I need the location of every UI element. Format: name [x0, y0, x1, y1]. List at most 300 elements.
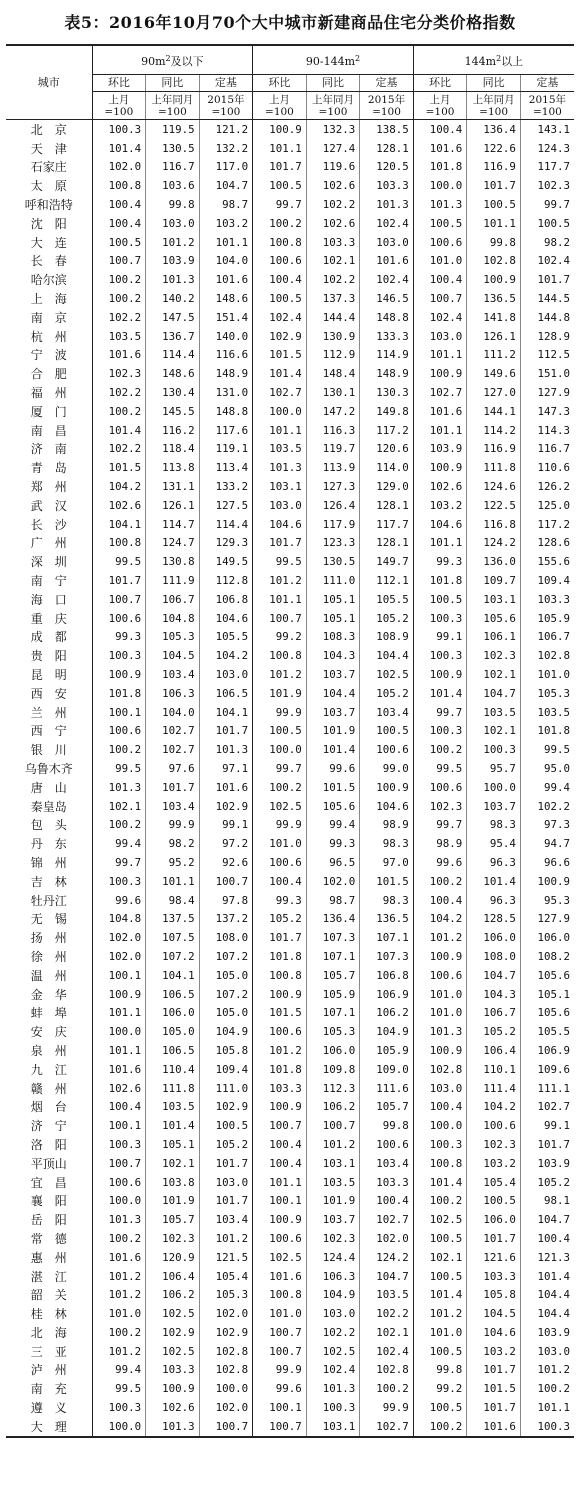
index-value: 102.4	[537, 254, 570, 268]
index-value: 124.3	[537, 141, 570, 155]
index-value: 106.8	[360, 966, 414, 985]
index-value: 143.1	[537, 122, 570, 136]
index-value: 103.2	[467, 1342, 521, 1361]
index-value: 100.7	[253, 1323, 307, 1342]
city-name: 济 宁	[6, 1116, 92, 1135]
index-value: 100.8	[253, 233, 307, 252]
index-value: 128.6	[537, 536, 570, 550]
city-name: 吉 林	[6, 872, 92, 891]
index-value: 131.0	[199, 383, 253, 402]
table-row	[6, 289, 574, 308]
index-value: 101.6	[92, 1248, 146, 1267]
index-value: 99.6	[92, 891, 146, 910]
index-value: 102.3	[92, 364, 146, 383]
base-header-cell: 2015年 =100	[520, 92, 574, 120]
index-value: 105.3	[537, 686, 570, 700]
index-value: 102.8	[413, 1060, 467, 1079]
index-value: 124.7	[146, 534, 200, 553]
index-value: 112.5	[537, 348, 570, 362]
index-value: 103.3	[253, 1079, 307, 1098]
index-value: 100.5	[253, 176, 307, 195]
index-value: 100.9	[253, 1210, 307, 1229]
index-value: 101.6	[360, 252, 414, 271]
table-row	[6, 815, 574, 834]
index-value: 127.9	[537, 386, 570, 400]
index-value: 121.6	[467, 1248, 521, 1267]
index-value: 107.5	[146, 928, 200, 947]
index-value: 104.6	[467, 1323, 521, 1342]
index-value: 104.8	[146, 609, 200, 628]
index-value: 101.2	[92, 1285, 146, 1304]
table-title: 表5：2016年10月70个大中城市新建商品住宅分类价格指数	[64, 13, 516, 32]
index-value: 105.6	[306, 797, 360, 816]
index-value: 102.6	[413, 477, 467, 496]
city-name: 成 都	[6, 628, 92, 647]
index-value: 101.3	[92, 778, 146, 797]
city-name: 安 庆	[6, 1022, 92, 1041]
city-name: 石家庄	[6, 158, 92, 177]
index-value: 99.6	[253, 1379, 307, 1398]
index-value: 107.2	[146, 947, 200, 966]
table-row	[6, 139, 574, 158]
table-row	[6, 1304, 574, 1323]
index-value: 100.7	[199, 1417, 253, 1437]
city-name: 宜 昌	[6, 1173, 92, 1192]
city-name: 惠 州	[6, 1248, 92, 1267]
index-value: 101.2	[413, 1304, 467, 1323]
city-name: 北 海	[6, 1323, 92, 1342]
table-row	[6, 722, 574, 741]
table-row	[6, 252, 574, 271]
index-value: 100.2	[92, 402, 146, 421]
index-value: 101.9	[306, 722, 360, 741]
table-row	[6, 947, 574, 966]
city-name: 北 京	[6, 120, 92, 139]
city-name: 遵 义	[6, 1398, 92, 1417]
index-value: 109.4	[199, 1060, 253, 1079]
index-value: 128.9	[537, 329, 570, 343]
city-name: 昆 明	[6, 665, 92, 684]
index-value: 101.8	[253, 1060, 307, 1079]
index-value: 144.1	[467, 402, 521, 421]
index-value: 102.0	[92, 158, 146, 177]
index-value: 98.2	[543, 235, 570, 249]
table-row	[6, 458, 574, 477]
index-value: 100.8	[253, 966, 307, 985]
index-value: 100.9	[146, 1379, 200, 1398]
index-value: 97.6	[146, 759, 200, 778]
sub-header-row	[6, 75, 574, 92]
index-value: 99.3	[92, 628, 146, 647]
index-value: 130.4	[146, 383, 200, 402]
index-value: 101.7	[537, 1137, 570, 1151]
index-value: 102.2	[92, 308, 146, 327]
index-value: 148.6	[199, 289, 253, 308]
index-value: 104.3	[467, 985, 521, 1004]
index-value: 101.3	[360, 195, 414, 214]
table-row	[6, 402, 574, 421]
index-value: 102.5	[146, 1342, 200, 1361]
index-value: 106.5	[199, 684, 253, 703]
index-value: 100.9	[413, 665, 467, 684]
index-value: 112.1	[360, 571, 414, 590]
table-row	[6, 1003, 574, 1022]
city-name: 大 理	[6, 1417, 92, 1437]
index-value: 124.2	[360, 1248, 414, 1267]
index-value: 101.8	[537, 724, 570, 738]
index-value: 101.1	[92, 1003, 146, 1022]
index-value: 113.9	[306, 458, 360, 477]
index-value: 106.5	[146, 985, 200, 1004]
index-value: 102.1	[413, 1248, 467, 1267]
index-value: 100.2	[413, 740, 467, 759]
index-value: 122.6	[467, 139, 521, 158]
index-value: 101.7	[467, 1229, 521, 1248]
index-value: 102.2	[92, 440, 146, 459]
index-value: 110.6	[537, 461, 570, 475]
city-name: 湛 江	[6, 1267, 92, 1286]
index-value: 105.1	[306, 609, 360, 628]
index-value: 106.2	[146, 1285, 200, 1304]
index-value: 100.9	[253, 120, 307, 139]
index-value: 101.7	[146, 778, 200, 797]
index-value: 98.3	[467, 815, 521, 834]
index-value: 101.8	[413, 158, 467, 177]
index-value: 116.2	[146, 421, 200, 440]
index-value: 99.1	[543, 1119, 570, 1133]
index-value: 101.6	[413, 402, 467, 421]
index-value: 96.5	[306, 853, 360, 872]
index-value: 114.9	[360, 346, 414, 365]
table-row	[6, 891, 574, 910]
index-value: 144.8	[537, 310, 570, 324]
index-value: 104.6	[253, 515, 307, 534]
index-value: 105.9	[537, 611, 570, 625]
index-value: 103.0	[306, 1304, 360, 1323]
index-value: 101.7	[537, 273, 570, 287]
index-value: 106.3	[146, 684, 200, 703]
index-value: 101.2	[253, 1041, 307, 1060]
index-value: 102.2	[537, 799, 570, 813]
index-value: 99.5	[92, 759, 146, 778]
index-value: 101.4	[253, 364, 307, 383]
index-value: 104.9	[360, 1022, 414, 1041]
index-value: 104.4	[360, 646, 414, 665]
index-value: 102.4	[413, 308, 467, 327]
index-value: 97.2	[199, 834, 253, 853]
index-value: 102.7	[146, 722, 200, 741]
index-value: 101.7	[253, 158, 307, 177]
index-value: 148.8	[360, 308, 414, 327]
index-value: 102.1	[360, 1323, 414, 1342]
index-value: 100.4	[92, 195, 146, 214]
index-value: 101.2	[146, 233, 200, 252]
index-value: 99.5	[253, 552, 307, 571]
table-row	[6, 1417, 574, 1437]
index-value: 102.4	[253, 308, 307, 327]
index-value: 100.0	[253, 740, 307, 759]
index-value: 103.0	[199, 665, 253, 684]
index-value: 130.5	[306, 552, 360, 571]
table-row	[6, 985, 574, 1004]
index-value: 98.1	[543, 1194, 570, 1208]
index-value: 92.6	[199, 853, 253, 872]
city-name: 济 南	[6, 440, 92, 459]
index-value: 100.3	[306, 1398, 360, 1417]
index-value: 100.2	[413, 1417, 467, 1437]
table-row	[6, 1041, 574, 1060]
index-value: 100.4	[537, 1231, 570, 1245]
city-name: 郑 州	[6, 477, 92, 496]
index-value: 100.3	[92, 1398, 146, 1417]
index-value: 130.9	[306, 327, 360, 346]
index-value: 101.7	[92, 571, 146, 590]
index-value: 103.9	[537, 1156, 570, 1170]
index-value: 99.3	[413, 552, 467, 571]
index-value: 111.2	[467, 346, 521, 365]
index-value: 95.2	[146, 853, 200, 872]
index-value: 100.8	[92, 534, 146, 553]
index-value: 111.8	[467, 458, 521, 477]
index-value: 101.0	[253, 834, 307, 853]
index-value: 100.6	[92, 1173, 146, 1192]
index-value: 100.1	[92, 703, 146, 722]
index-value: 114.3	[537, 423, 570, 437]
index-value: 99.9	[253, 815, 307, 834]
city-name: 襄 阳	[6, 1191, 92, 1210]
index-value: 108.0	[467, 947, 521, 966]
index-value: 128.1	[360, 139, 414, 158]
index-value: 103.2	[413, 496, 467, 515]
index-value: 98.7	[306, 891, 360, 910]
index-value: 105.4	[467, 1173, 521, 1192]
index-value: 99.7	[92, 853, 146, 872]
index-value: 100.0	[92, 1417, 146, 1437]
index-value: 100.9	[413, 364, 467, 383]
index-value: 118.4	[146, 440, 200, 459]
index-value: 103.7	[306, 703, 360, 722]
index-value: 116.7	[146, 158, 200, 177]
sub-header-cell: 环比	[92, 75, 146, 92]
index-value: 101.4	[537, 1269, 570, 1283]
index-value: 100.8	[253, 1285, 307, 1304]
index-value: 100.7	[253, 1342, 307, 1361]
index-value: 103.7	[306, 665, 360, 684]
city-name: 无 锡	[6, 909, 92, 928]
index-value: 101.9	[146, 1191, 200, 1210]
index-value: 103.4	[199, 1210, 253, 1229]
index-value: 102.8	[199, 1361, 253, 1380]
index-value: 104.2	[413, 909, 467, 928]
index-value: 102.2	[306, 270, 360, 289]
table-row	[6, 1191, 574, 1210]
index-value: 99.4	[543, 780, 570, 794]
index-value: 101.3	[146, 1417, 200, 1437]
city-name: 金 华	[6, 985, 92, 1004]
index-value: 100.2	[92, 1323, 146, 1342]
index-value: 101.4	[467, 872, 521, 891]
base-header-cell: 上年同月 =100	[146, 92, 200, 120]
index-value: 104.7	[467, 684, 521, 703]
index-value: 100.2	[360, 1379, 414, 1398]
city-name: 长 春	[6, 252, 92, 271]
index-value: 117.6	[199, 421, 253, 440]
index-value: 102.0	[199, 1398, 253, 1417]
index-value: 101.7	[467, 1361, 521, 1380]
index-value: 100.7	[92, 590, 146, 609]
city-name: 牡丹江	[6, 891, 92, 910]
city-name: 大 连	[6, 233, 92, 252]
index-value: 100.6	[253, 252, 307, 271]
index-value: 126.4	[306, 496, 360, 515]
index-value: 109.7	[467, 571, 521, 590]
index-value: 99.9	[360, 1398, 414, 1417]
index-value: 101.5	[253, 346, 307, 365]
index-value: 100.5	[413, 1398, 467, 1417]
index-value: 104.7	[360, 1267, 414, 1286]
index-value: 102.6	[146, 1398, 200, 1417]
index-value: 101.1	[467, 214, 521, 233]
index-value: 100.7	[253, 1116, 307, 1135]
index-value: 106.0	[306, 1041, 360, 1060]
table-row	[6, 665, 574, 684]
index-value: 102.7	[360, 1417, 414, 1437]
city-name: 长 沙	[6, 515, 92, 534]
index-value: 102.9	[253, 327, 307, 346]
index-value: 103.1	[253, 477, 307, 496]
index-value: 106.7	[537, 630, 570, 644]
city-name: 温 州	[6, 966, 92, 985]
index-value: 138.5	[360, 120, 414, 139]
index-value: 105.7	[306, 966, 360, 985]
index-value: 100.4	[92, 214, 146, 233]
index-value: 109.6	[537, 1062, 570, 1076]
group-header-small: $90m^2$及以下	[92, 45, 253, 75]
index-value: 99.3	[306, 834, 360, 853]
index-value: 102.3	[146, 1229, 200, 1248]
index-value: 108.0	[199, 928, 253, 947]
index-value: 104.7	[199, 176, 253, 195]
index-value: 147.2	[306, 402, 360, 421]
index-value: 102.9	[199, 1323, 253, 1342]
index-value: 112.9	[306, 346, 360, 365]
index-value: 103.9	[146, 252, 200, 271]
group-header-medium: $90-144m^2$	[253, 45, 414, 75]
index-value: 104.0	[199, 252, 253, 271]
index-value: 101.1	[537, 1401, 570, 1415]
index-value: 105.8	[467, 1285, 521, 1304]
table-row	[6, 515, 574, 534]
index-value: 106.2	[360, 1003, 414, 1022]
index-value: 146.5	[360, 289, 414, 308]
index-value: 127.3	[306, 477, 360, 496]
index-value: 100.6	[360, 740, 414, 759]
index-value: 101.2	[253, 665, 307, 684]
index-value: 101.6	[92, 1060, 146, 1079]
table-row	[6, 590, 574, 609]
city-name: 西 安	[6, 684, 92, 703]
index-value: 136.7	[146, 327, 200, 346]
index-value: 104.6	[199, 609, 253, 628]
index-value: 100.0	[199, 1379, 253, 1398]
index-value: 136.0	[467, 552, 521, 571]
index-value: 105.5	[199, 628, 253, 647]
index-value: 102.4	[360, 214, 414, 233]
city-name: 天 津	[6, 139, 92, 158]
index-value: 105.9	[306, 985, 360, 1004]
index-value: 101.4	[413, 1285, 467, 1304]
index-value: 102.5	[360, 665, 414, 684]
city-name: 合 肥	[6, 364, 92, 383]
index-value: 103.5	[467, 703, 521, 722]
index-value: 102.2	[306, 1323, 360, 1342]
index-value: 102.3	[467, 1135, 521, 1154]
index-value: 100.8	[413, 1154, 467, 1173]
index-value: 148.8	[199, 402, 253, 421]
index-value: 100.1	[92, 966, 146, 985]
index-value: 101.0	[413, 1003, 467, 1022]
index-value: 126.2	[537, 480, 570, 494]
index-value: 102.1	[467, 665, 521, 684]
index-value: 103.6	[146, 176, 200, 195]
index-value: 101.3	[146, 270, 200, 289]
index-value: 103.2	[199, 214, 253, 233]
index-value: 100.7	[413, 289, 467, 308]
index-value: 102.8	[537, 649, 570, 663]
table-row	[6, 834, 574, 853]
index-value: 100.7	[253, 609, 307, 628]
index-value: 103.5	[253, 440, 307, 459]
index-value: 100.7	[199, 872, 253, 891]
table-row	[6, 308, 574, 327]
index-value: 100.2	[253, 778, 307, 797]
index-value: 100.3	[92, 872, 146, 891]
index-value: 104.0	[146, 703, 200, 722]
index-value: 102.3	[537, 179, 570, 193]
index-value: 102.7	[253, 383, 307, 402]
index-value: 98.3	[360, 834, 414, 853]
index-value: 99.2	[253, 628, 307, 647]
table-row	[6, 966, 574, 985]
index-value: 101.2	[253, 571, 307, 590]
price-index-table-container	[6, 44, 574, 1438]
table-row	[6, 327, 574, 346]
index-value: 102.5	[253, 797, 307, 816]
table-row	[6, 477, 574, 496]
index-value: 99.7	[253, 759, 307, 778]
table-row	[6, 1342, 574, 1361]
index-value: 97.8	[199, 891, 253, 910]
index-value: 100.2	[92, 815, 146, 834]
index-value: 100.7	[306, 1116, 360, 1135]
index-value: 102.4	[360, 1342, 414, 1361]
index-value: 116.7	[537, 442, 570, 456]
index-value: 100.4	[253, 872, 307, 891]
index-value: 117.0	[199, 158, 253, 177]
index-value: 100.9	[467, 270, 521, 289]
index-value: 105.0	[146, 1022, 200, 1041]
index-value: 100.9	[537, 874, 570, 888]
city-name: 三 亚	[6, 1342, 92, 1361]
index-value: 108.2	[537, 949, 570, 963]
index-value: 144.5	[537, 292, 570, 306]
index-value: 101.4	[92, 139, 146, 158]
index-value: 102.8	[467, 252, 521, 271]
index-value: 103.7	[467, 797, 521, 816]
city-name: 哈尔滨	[6, 270, 92, 289]
index-value: 103.4	[360, 1154, 414, 1173]
index-value: 98.3	[360, 891, 414, 910]
